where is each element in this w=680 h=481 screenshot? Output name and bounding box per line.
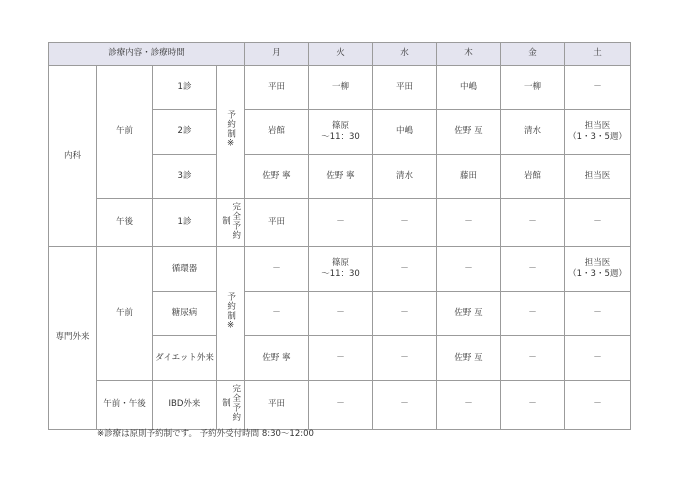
doctor-cell <box>501 292 565 336</box>
doctor-cell <box>501 381 565 429</box>
cell-line: 佐野 寧 <box>326 170 355 181</box>
doctor-cell <box>309 66 373 110</box>
slot-label: IBD外来 <box>153 381 217 429</box>
cell-line: 担当医 <box>584 258 611 268</box>
header-day: 水 <box>373 43 437 66</box>
header-row <box>49 43 631 66</box>
cell-line: － <box>464 399 473 410</box>
cell-line: 中嶋 <box>396 126 414 137</box>
doctor-cell <box>501 110 565 155</box>
doctor-cell <box>437 336 501 381</box>
doctor-cell <box>501 247 565 292</box>
cell-line: － <box>272 308 281 319</box>
full-reservation-note: 完全予約制 <box>217 381 245 429</box>
header-content: 診療内容・診療時間 <box>49 43 245 66</box>
table-row <box>49 381 631 429</box>
cell-line: 中嶋 <box>460 81 478 92</box>
cell-line: 平田 <box>396 81 414 92</box>
cell-line: － <box>528 399 537 410</box>
doctor-cell <box>245 155 309 199</box>
cell-line: 平田 <box>268 399 286 410</box>
cell-line: 岩館 <box>524 170 542 181</box>
doctor-cell <box>245 110 309 155</box>
slot-label: 3診 <box>153 155 217 199</box>
doctor-cell <box>437 155 501 199</box>
cell-line: － <box>336 308 345 319</box>
cell-line: － <box>400 352 409 363</box>
slot-label: 2診 <box>153 110 217 155</box>
cell-line: － <box>528 352 537 363</box>
cell-line: － <box>593 399 602 410</box>
header-day: 月 <box>245 43 309 66</box>
cell-line: 一柳 <box>332 81 350 92</box>
cell-line: － <box>400 217 409 227</box>
cell-line: － <box>528 308 537 319</box>
doctor-cell <box>373 199 437 247</box>
table-row <box>49 199 631 247</box>
cell-line: ～11：30 <box>321 132 360 142</box>
doctor-cell <box>309 381 373 429</box>
doctor-cell <box>437 247 501 292</box>
cell-line: － <box>464 263 473 274</box>
cell-line: － <box>336 352 345 363</box>
cell-line: 岩館 <box>268 126 286 137</box>
time-am: 午前 <box>97 247 153 381</box>
full-reservation-note: 完全予約制 <box>217 199 245 247</box>
doctor-cell <box>309 336 373 381</box>
doctor-cell <box>437 110 501 155</box>
doctor-cell <box>373 336 437 381</box>
doctor-cell <box>309 110 373 155</box>
header-day: 金 <box>501 43 565 66</box>
doctor-cell <box>565 66 631 110</box>
cell-line: － <box>593 308 602 319</box>
cell-line: － <box>593 352 602 363</box>
doctor-cell <box>437 381 501 429</box>
doctor-cell <box>565 381 631 429</box>
doctor-cell <box>437 292 501 336</box>
cell-line: － <box>336 217 345 227</box>
slot-label: ダイエット外来 <box>153 336 217 381</box>
doctor-cell <box>245 199 309 247</box>
doctor-cell <box>245 336 309 381</box>
doctor-cell <box>373 155 437 199</box>
doctor-cell <box>565 247 631 292</box>
cell-line: 担当医 <box>584 170 611 181</box>
cell-line: － <box>593 81 602 92</box>
doctor-cell <box>565 336 631 381</box>
doctor-cell <box>501 199 565 247</box>
time-am: 午前 <box>97 66 153 199</box>
cell-line: 平田 <box>268 217 286 227</box>
cell-line: － <box>400 263 409 274</box>
doctor-cell <box>565 155 631 199</box>
doctor-cell <box>245 66 309 110</box>
table-row <box>49 247 631 292</box>
doctor-cell <box>309 292 373 336</box>
reservation-note: 予約制※ <box>217 247 245 381</box>
doctor-cell <box>245 381 309 429</box>
cell-line: ～11：30 <box>321 269 360 280</box>
footnote: ※診療は原則予約制です。 予約外受付時間 8:30～12:00 <box>97 429 314 439</box>
header-day: 火 <box>309 43 373 66</box>
dept-specialty: 専門外来 <box>49 247 97 429</box>
cell-line: 担当医 <box>584 120 611 131</box>
schedule-table <box>48 42 631 430</box>
cell-line: 一柳 <box>524 81 542 92</box>
slot-label: 糖尿病 <box>153 292 217 336</box>
header-day: 木 <box>437 43 501 66</box>
slot-label: 循環器 <box>153 247 217 292</box>
table-row <box>49 66 631 110</box>
cell-line: － <box>272 263 281 274</box>
doctor-cell <box>501 155 565 199</box>
cell-line: 佐野 亙 <box>454 352 483 363</box>
doctor-cell <box>501 66 565 110</box>
doctor-cell <box>501 336 565 381</box>
doctor-cell <box>373 292 437 336</box>
cell-line: － <box>464 217 473 227</box>
cell-line: （1・3・5週） <box>568 269 627 280</box>
cell-line: 佐野 寧 <box>262 170 291 181</box>
doctor-cell <box>373 66 437 110</box>
cell-line: － <box>400 308 409 319</box>
time-ampm: 午前・午後 <box>97 381 153 429</box>
cell-line: 篠原 <box>332 258 350 268</box>
cell-line: － <box>400 399 409 410</box>
doctor-cell <box>373 110 437 155</box>
cell-line: 平田 <box>268 81 286 92</box>
cell-line: 佐野 亙 <box>454 126 483 137</box>
cell-line: － <box>593 217 602 227</box>
cell-line: 清水 <box>524 126 542 137</box>
doctor-cell <box>309 199 373 247</box>
cell-line: － <box>528 263 537 274</box>
dept-internal: 内科 <box>49 66 97 247</box>
reservation-note: 予約制※ <box>217 66 245 199</box>
cell-line: 藤田 <box>460 170 478 181</box>
doctor-cell <box>565 199 631 247</box>
cell-line: － <box>528 217 537 227</box>
cell-line: （1・3・5週） <box>568 132 627 142</box>
doctor-cell <box>437 199 501 247</box>
doctor-cell <box>245 292 309 336</box>
cell-line: 佐野 亙 <box>454 308 483 319</box>
cell-line: 佐野 寧 <box>262 352 291 363</box>
doctor-cell <box>309 155 373 199</box>
doctor-cell <box>373 247 437 292</box>
doctor-cell <box>565 110 631 155</box>
header-day: 土 <box>565 43 631 66</box>
doctor-cell <box>245 247 309 292</box>
doctor-cell <box>437 66 501 110</box>
cell-line: 清水 <box>396 170 414 181</box>
doctor-cell <box>309 247 373 292</box>
cell-line: － <box>336 399 345 410</box>
slot-label: 1診 <box>153 66 217 110</box>
cell-line: 篠原 <box>332 120 350 131</box>
doctor-cell <box>565 292 631 336</box>
doctor-cell <box>373 381 437 429</box>
slot-label: 1診 <box>153 199 217 247</box>
time-pm: 午後 <box>97 199 153 247</box>
